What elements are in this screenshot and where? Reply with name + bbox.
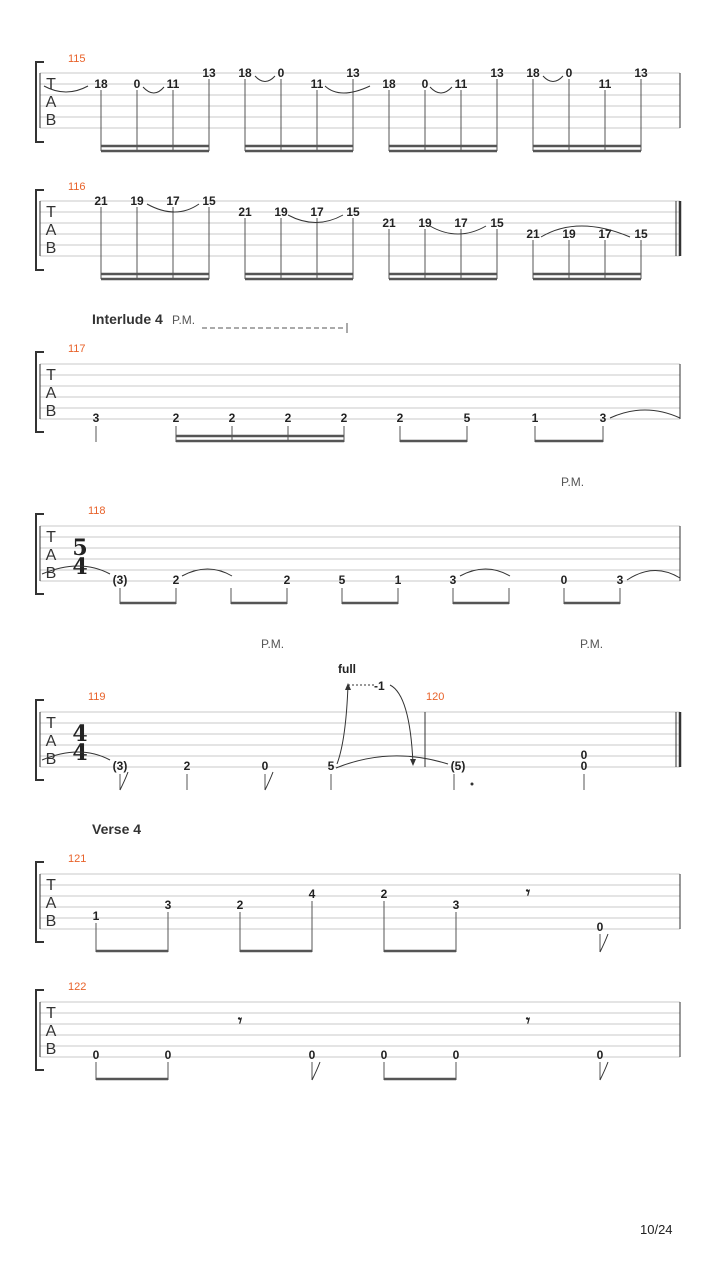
tab-clef-b: B: [45, 403, 57, 420]
bend-label: full: [338, 662, 356, 676]
palm-mute-label: P.M.: [561, 475, 585, 489]
tab-clef: [46, 715, 57, 768]
eighth-rest-icon: 𝄾: [525, 883, 531, 902]
system-4: [36, 475, 680, 604]
tie: [610, 410, 680, 418]
staff-lines: [40, 526, 680, 581]
time-signature-top: 4: [72, 721, 88, 747]
fret-number: 21: [238, 205, 252, 219]
staff-lines: [40, 1002, 680, 1057]
fret-number: 5: [463, 411, 471, 425]
fret-number: 3: [599, 411, 607, 425]
bar-number: 118: [88, 505, 106, 517]
fret-number: 2: [228, 411, 236, 425]
system-3: [36, 311, 680, 442]
fret-number: 15: [634, 227, 648, 241]
tab-clef-a: A: [45, 222, 57, 239]
beams: [101, 146, 641, 151]
fret-number: 2: [340, 411, 348, 425]
tab-clef-b: B: [45, 112, 57, 129]
fret-number: 18: [526, 66, 540, 80]
fret-number: 17: [454, 216, 468, 230]
tab-clef-t: T: [46, 76, 56, 93]
beams: [101, 274, 641, 279]
fret-number: 21: [382, 216, 396, 230]
system-2: [36, 181, 680, 279]
tab-clef-a: A: [45, 733, 57, 750]
fret-number: 19: [274, 205, 288, 219]
fret-number: 0: [565, 66, 573, 80]
fret-number: 2: [380, 887, 388, 901]
fret-number: 0: [133, 77, 141, 91]
fret-number: 0: [580, 748, 588, 762]
fret-number: 18: [94, 77, 108, 91]
fret-number: 11: [166, 77, 180, 91]
fret-number: 11: [310, 77, 324, 91]
tab-clef: [46, 1005, 57, 1058]
tab-clef-b: B: [45, 565, 57, 582]
fret-number: 3: [449, 573, 457, 587]
eighth-rest-icon: 𝄾: [525, 1011, 531, 1030]
ties: [42, 566, 680, 580]
fret-number: 13: [490, 66, 504, 80]
stems: [120, 774, 584, 790]
fret-number: 13: [346, 66, 360, 80]
fret-number: 17: [166, 194, 180, 208]
fret-numbers: [93, 1048, 604, 1062]
ties: [42, 752, 448, 768]
fret-number: 21: [526, 227, 540, 241]
tab-clef: [46, 877, 57, 930]
bar-number: 115: [68, 53, 86, 65]
fret-number: 0: [560, 573, 568, 587]
fret-numbers: [113, 748, 588, 773]
fret-number: (5): [450, 759, 466, 773]
section-label: Verse 4: [92, 821, 142, 837]
fret-number: 0: [596, 920, 604, 934]
tab-clef-a: A: [45, 1023, 57, 1040]
system-1: [36, 53, 680, 151]
stems: [101, 207, 641, 279]
staff-lines: [40, 364, 680, 419]
dot: [471, 783, 474, 786]
fret-number: 15: [202, 194, 216, 208]
fret-numbers: [93, 411, 607, 425]
tab-clef-a: A: [45, 94, 57, 111]
eighth-flag: [600, 1062, 608, 1080]
fret-number: (3): [112, 573, 128, 587]
tab-clef-t: T: [46, 529, 56, 546]
tab-clef-b: B: [45, 1041, 57, 1058]
fret-number: 1: [531, 411, 539, 425]
tab-clef: [46, 367, 57, 420]
fret-number: 19: [562, 227, 576, 241]
tab-clef-t: T: [46, 877, 56, 894]
stems: [96, 426, 603, 442]
bar-number: 119: [88, 691, 106, 703]
fret-number: 17: [310, 205, 324, 219]
time-signature-top: 5: [72, 535, 88, 561]
fret-number: 13: [634, 66, 648, 80]
fret-number: 3: [164, 898, 172, 912]
bar-number: 121: [68, 853, 87, 865]
palm-mute-label: P.M.: [172, 313, 196, 327]
stems: [101, 79, 641, 151]
fret-number: 15: [346, 205, 360, 219]
fret-number: 0: [596, 1048, 604, 1062]
bar-number: 122: [68, 981, 87, 993]
fret-number: 5: [338, 573, 346, 587]
fret-number: 0: [580, 759, 588, 773]
tab-clef-t: T: [46, 367, 56, 384]
fret-number: 3: [92, 411, 100, 425]
fret-number: 19: [130, 194, 144, 208]
fret-number: 0: [164, 1048, 172, 1062]
palm-mute-label: P.M.: [261, 637, 285, 651]
tab-clef-b: B: [45, 240, 57, 257]
bar-number: 117: [68, 343, 86, 355]
fret-number: 3: [616, 573, 624, 587]
stems: [120, 588, 620, 604]
bar-number: 116: [68, 181, 86, 193]
fret-number: 5: [327, 759, 335, 773]
fret-number: 13: [202, 66, 216, 80]
fret-number: 4: [308, 887, 316, 901]
staff-lines: [40, 201, 680, 256]
fret-number: 17: [598, 227, 612, 241]
fret-numbers: [113, 573, 624, 587]
staff-lines: [40, 874, 680, 929]
page-number: 10/24: [640, 1222, 673, 1237]
tab-clef-t: T: [46, 715, 56, 732]
fret-number: 2: [283, 573, 291, 587]
tab-clef: [46, 529, 57, 582]
fret-number: 11: [454, 77, 468, 91]
fret-number: 0: [92, 1048, 100, 1062]
tab-clef: [46, 204, 57, 257]
fret-number: 0: [452, 1048, 460, 1062]
fret-number: 19: [418, 216, 432, 230]
tab-clef-t: T: [46, 204, 56, 221]
fret-number: 0: [308, 1048, 316, 1062]
tab-clef-b: B: [45, 913, 57, 930]
tab-clef-t: T: [46, 1005, 56, 1022]
eighth-flags: [120, 772, 273, 790]
fret-number: 2: [172, 411, 180, 425]
fret-number: 0: [277, 66, 285, 80]
tab-clef-b: B: [45, 751, 57, 768]
fret-numbers: [94, 66, 648, 91]
fret-number: 11: [598, 77, 612, 91]
fret-number: 2: [236, 898, 244, 912]
bend: [337, 683, 416, 766]
section-label: Interlude 4: [92, 311, 163, 327]
bend-release-label: -1: [374, 679, 385, 693]
eighth-rest-icon: 𝄾: [237, 1011, 243, 1030]
eighth-flag: [600, 934, 608, 952]
tab-clef: [46, 76, 57, 129]
fret-number: 2: [284, 411, 292, 425]
fret-number: 1: [394, 573, 402, 587]
palm-mute-label: P.M.: [580, 637, 604, 651]
tab-clef-a: A: [45, 385, 57, 402]
fret-number: 0: [421, 77, 429, 91]
stems: [96, 901, 600, 952]
fret-number: 2: [172, 573, 180, 587]
bar-number: 120: [426, 691, 445, 703]
tab-clef-a: A: [45, 547, 57, 564]
time-signature-bottom: 4: [72, 554, 88, 580]
fret-number: 0: [261, 759, 269, 773]
fret-number: 1: [92, 909, 100, 923]
stems: [96, 1062, 600, 1080]
fret-number: 3: [452, 898, 460, 912]
fret-number: 15: [490, 216, 504, 230]
system-5: [36, 637, 680, 790]
time-signature-bottom: 4: [72, 740, 88, 766]
eighth-flag: [312, 1062, 320, 1080]
system-7: [36, 981, 680, 1080]
fret-number: 2: [183, 759, 191, 773]
fret-number: 18: [382, 77, 396, 91]
tab-clef-a: A: [45, 895, 57, 912]
system-6: [36, 821, 680, 952]
fret-number: (3): [112, 759, 128, 773]
fret-number: 18: [238, 66, 252, 80]
fret-number: 0: [380, 1048, 388, 1062]
beams: [176, 436, 603, 441]
fret-number: 2: [396, 411, 404, 425]
fret-number: 21: [94, 194, 108, 208]
